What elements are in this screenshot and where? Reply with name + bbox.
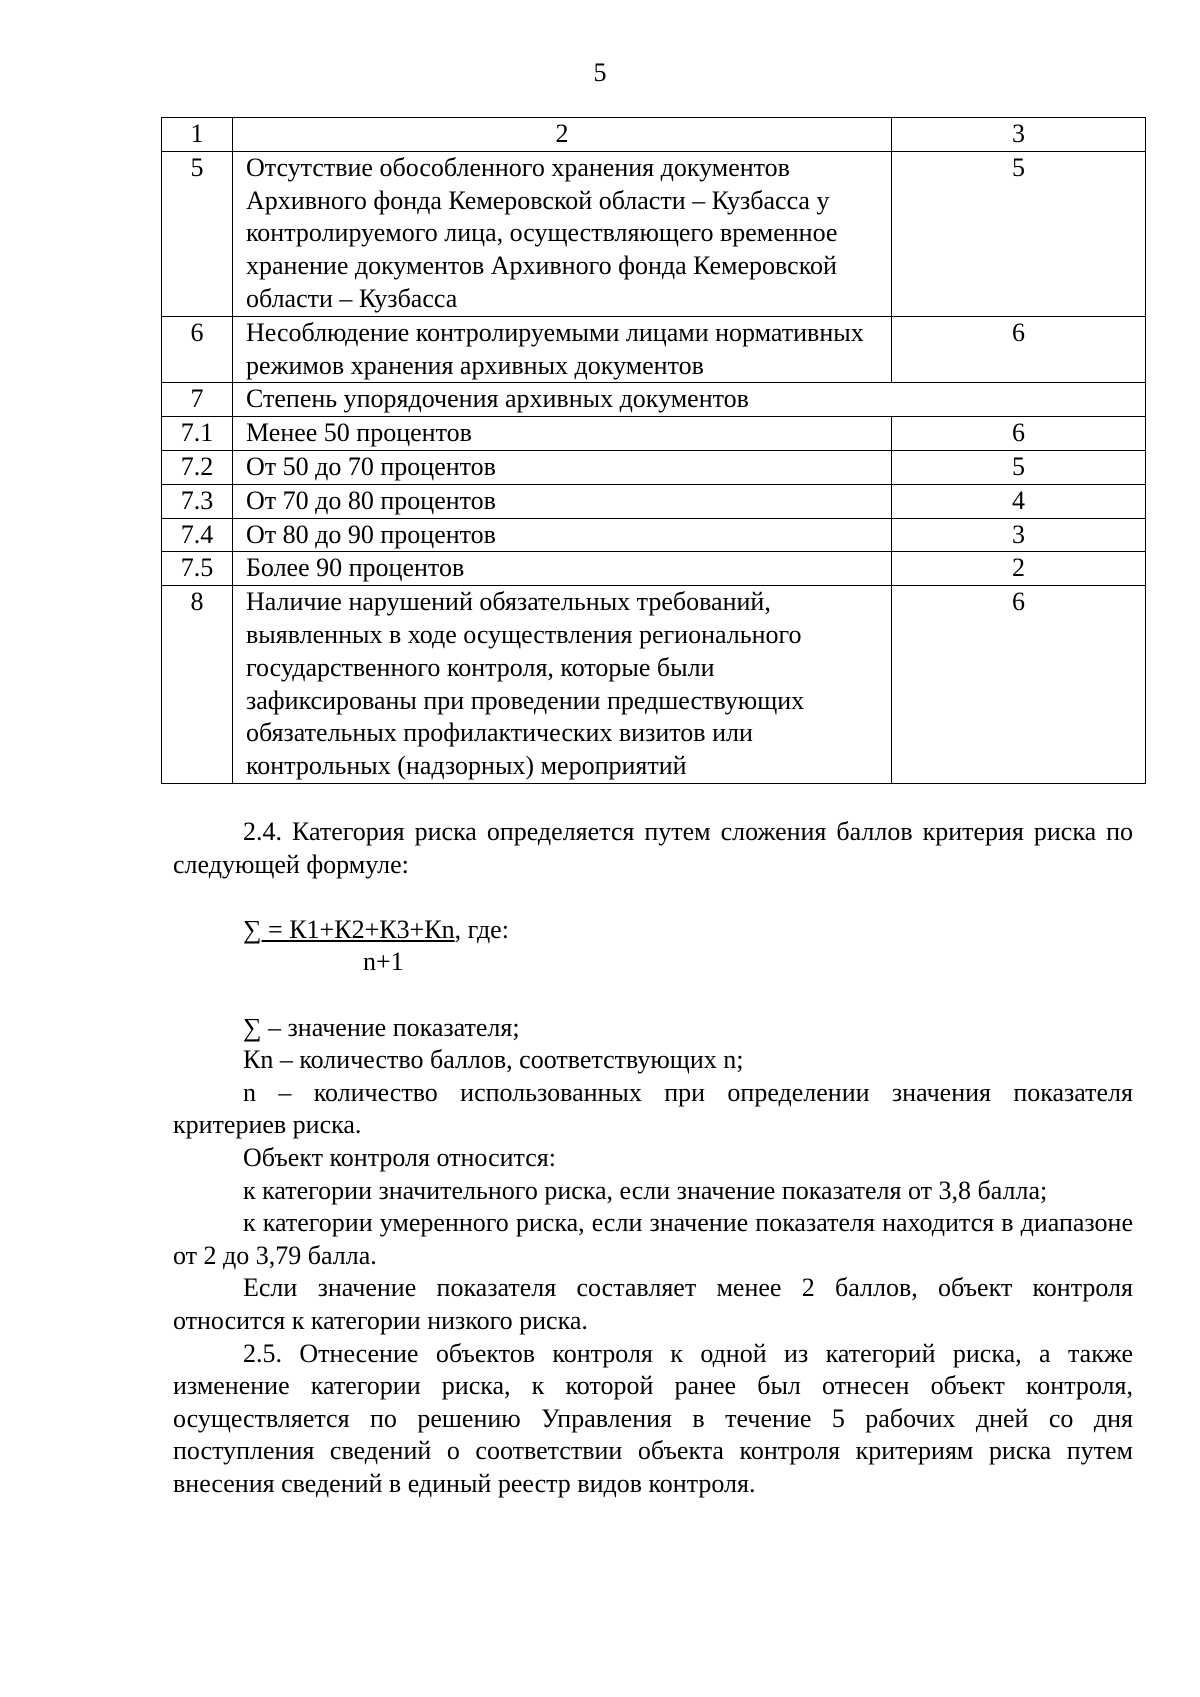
header-cell-3: 3 (892, 118, 1146, 152)
page-number: 5 (593, 58, 607, 87)
paragraph-2-4: 2.4. Категория риска определяется путем сложения баллов критерия риска по следующей формуле: (173, 817, 1133, 879)
header-cell-1: 1 (162, 118, 233, 152)
row-criterion: Более 90 процентов (233, 552, 892, 586)
formula-numerator: К1+К2+К3+Кn (289, 914, 455, 944)
row-criterion: Менее 50 процентов (233, 417, 892, 451)
risk-criteria-table (161, 117, 1146, 784)
risk-formula (173, 914, 1133, 947)
table-row (162, 484, 1146, 518)
row-number: 7.5 (162, 552, 233, 586)
header-cell-2: 2 (233, 118, 892, 152)
table-row (162, 151, 1146, 316)
category-low: Если значение показателя составляет менее 2 баллов, объект контроля относится к категории низкого риска. (173, 1273, 1133, 1335)
object-intro: Объект контроля относится: (243, 1142, 556, 1172)
row-criterion: Несоблюдение контролируемыми лицами нормативных режимов хранения архивных документов (233, 316, 892, 383)
table-row (162, 586, 1146, 784)
row-score: 3 (892, 518, 1146, 552)
row-criterion-group: Степень упорядочения архивных документов (233, 383, 1146, 417)
table-row (162, 383, 1146, 417)
row-score: 5 (892, 151, 1146, 316)
row-criterion: От 70 до 80 процентов (233, 484, 892, 518)
definition-kn: Кn – количество баллов, соответствующих n; (243, 1045, 744, 1075)
spacer (173, 979, 1133, 1012)
definition-sigma: ∑ – значение показателя; (243, 1012, 520, 1042)
row-score: 6 (892, 316, 1146, 383)
row-number: 7.3 (162, 484, 233, 518)
row-number: 7.4 (162, 518, 233, 552)
row-score: 6 (892, 417, 1146, 451)
row-criterion: Отсутствие обособленного хранения документов Архивного фонда Кемеровской области – Кузбасса у контролируемого лица, осуществляющего временное хранение документов Архивного фонда Кемеровской области – Кузбасса (233, 151, 892, 316)
row-criterion: От 80 до 90 процентов (233, 518, 892, 552)
row-number: 7.2 (162, 450, 233, 484)
sigma-symbol: ∑ (243, 914, 262, 944)
table-row (162, 518, 1146, 552)
spacer (173, 881, 1133, 914)
formula-denominator: n+1 (363, 947, 404, 977)
row-criterion: От 50 до 70 процентов (233, 450, 892, 484)
row-score: 2 (892, 552, 1146, 586)
row-score: 5 (892, 450, 1146, 484)
table-row (162, 316, 1146, 383)
row-number: 8 (162, 586, 233, 784)
paragraph-2-5: 2.5. Отнесение объектов контроля к одной из категорий риска, а также изменение категории риска, к которой ранее был отнесен объект контроля, осуществляется по решению Управления в течение 5 рабочих дней со дня поступления сведений о соответствии объекта контроля критериям риска путем внесения сведений в единый реестр видов контроля. (173, 1338, 1133, 1498)
table-row (162, 552, 1146, 586)
formula-equals: = (261, 914, 290, 944)
body-text (173, 816, 1133, 1500)
row-number: 7.1 (162, 417, 233, 451)
row-criterion: Наличие нарушений обязательных требований, выявленных в ходе осуществления регионального государственного контроля, которые были зафиксированы при проведении предшествующих обязательных профилактических визитов или контрольных (надзорных) мероприятий (233, 586, 892, 784)
category-moderate: к категории умеренного риска, если значение показателя находится в диапазоне от 2 до 3,79 балла. (173, 1208, 1133, 1270)
row-number: 6 (162, 316, 233, 383)
table-header-row (162, 118, 1146, 152)
definition-n: n – количество использованных при определении значения показателя критериев риска. (173, 1077, 1133, 1140)
table-row (162, 417, 1146, 451)
table-row (162, 450, 1146, 484)
category-significant: к категории значительного риска, если значение показателя от 3,8 балла; (243, 1175, 1048, 1205)
row-score: 4 (892, 484, 1146, 518)
formula-suffix: , где: (454, 914, 509, 944)
row-number: 7 (162, 383, 233, 417)
row-number: 5 (162, 151, 233, 316)
row-score: 6 (892, 586, 1146, 784)
